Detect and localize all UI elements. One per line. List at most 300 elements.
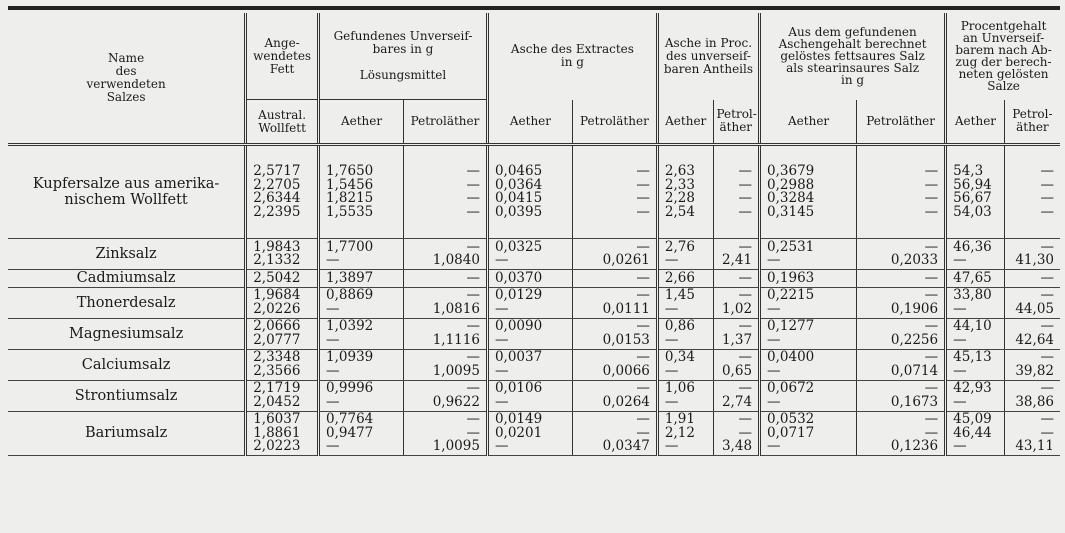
cell-fat xyxy=(246,270,319,288)
salt-name xyxy=(8,239,246,270)
salt-name xyxy=(8,380,246,411)
cell-value: — xyxy=(466,203,480,220)
header-fat: Ange- wendetes Fett xyxy=(246,13,319,100)
cell-value: 41,30 xyxy=(1015,252,1054,268)
cell-value: — xyxy=(738,380,753,396)
table-row xyxy=(8,411,1060,456)
cell-value: 0,0325 xyxy=(494,238,543,255)
cell-value: 2,5042 xyxy=(253,269,301,286)
cell-value: — xyxy=(494,331,509,348)
cell-value: — xyxy=(953,438,967,454)
cell-value: 33,80 xyxy=(953,287,992,303)
cell-u_ae xyxy=(319,270,404,288)
header-salt-aether: Aether xyxy=(760,100,857,145)
cell-value: 0,0129 xyxy=(494,287,543,303)
cell-a_ae xyxy=(487,318,572,349)
cell-value: 2,76 xyxy=(664,238,695,255)
cell-u_ae xyxy=(319,318,404,349)
salt-name xyxy=(8,270,246,288)
cell-value: — xyxy=(924,380,939,396)
cell-fat xyxy=(246,411,319,456)
salt-name-line: Bariumsalz xyxy=(84,425,168,442)
cell-value: 0,3679 xyxy=(767,163,815,179)
cell-value: 0,86 xyxy=(664,318,695,334)
cell-value: 0,0400 xyxy=(767,349,815,365)
cell-p_ae xyxy=(657,318,713,349)
cell-s_pe xyxy=(857,239,946,270)
cell-g_ae xyxy=(946,145,1005,239)
cell-fat xyxy=(246,380,319,411)
salt-name xyxy=(8,145,246,239)
cell-value: 0,0037 xyxy=(494,349,543,365)
cell-value: — xyxy=(924,424,939,441)
cell-p_pe xyxy=(713,349,760,380)
cell-s_ae xyxy=(760,380,857,411)
cell-value: — xyxy=(636,176,650,193)
cell-u_ae xyxy=(319,239,404,270)
cell-value: 0,0395 xyxy=(494,203,543,220)
cell-value: 0,65 xyxy=(721,362,753,379)
cell-value: 2,0452 xyxy=(253,393,301,410)
table-row xyxy=(8,287,1060,318)
cell-fat xyxy=(246,349,319,380)
cell-u_ae xyxy=(319,349,404,380)
cell-value: — xyxy=(738,424,753,441)
cell-value: 2,1719 xyxy=(253,380,301,396)
cell-value: 2,0226 xyxy=(253,300,301,317)
cell-value: — xyxy=(738,176,753,193)
cell-value: — xyxy=(636,380,650,396)
cell-value: — xyxy=(636,287,650,303)
cell-value: — xyxy=(1040,203,1054,220)
cell-s_pe xyxy=(857,287,946,318)
cell-g_pe xyxy=(1004,380,1060,411)
header-percent-content: Procentgehalt an Unverseif- barem nach Ab- zug der berech- neten gelösten Salze xyxy=(946,13,1060,100)
cell-value: — xyxy=(326,362,340,379)
cell-value: — xyxy=(466,380,480,396)
cell-value: 2,12 xyxy=(664,424,695,441)
cell-value: 42,64 xyxy=(1015,331,1054,348)
cell-s_pe xyxy=(857,349,946,380)
cell-value: 0,0714 xyxy=(890,362,939,379)
cell-value: — xyxy=(664,438,679,454)
cell-p_ae xyxy=(657,349,713,380)
header-calculated-salt: Aus dem gefundenen Aschengehalt berechnet gelöstes fettsaures Salz als stearinsaures Salz in g xyxy=(760,13,946,100)
cell-g_pe xyxy=(1004,145,1060,239)
cell-a_ae xyxy=(487,145,572,239)
cell-value: 0,0106 xyxy=(494,380,543,396)
cell-p_pe xyxy=(713,318,760,349)
cell-g_ae xyxy=(946,380,1005,411)
cell-fat xyxy=(246,287,319,318)
cell-u_pe xyxy=(404,349,488,380)
cell-value: — xyxy=(636,424,650,441)
cell-value: — xyxy=(466,163,480,179)
cell-value: — xyxy=(466,349,480,365)
cell-value: — xyxy=(924,411,939,427)
cell-value: 0,3284 xyxy=(767,190,815,206)
cell-p_pe xyxy=(713,287,760,318)
cell-value: 1,0840 xyxy=(432,252,480,268)
cell-value: — xyxy=(636,190,650,206)
cell-value: — xyxy=(767,331,781,348)
data-table xyxy=(8,6,1060,456)
cell-value: 38,86 xyxy=(1015,393,1054,410)
cell-value: 2,33 xyxy=(664,176,695,193)
cell-value: 0,1277 xyxy=(767,318,815,334)
cell-value: — xyxy=(1040,269,1054,286)
cell-value: — xyxy=(924,269,939,286)
cell-a_pe xyxy=(572,145,657,239)
cell-value: — xyxy=(767,393,781,410)
cell-value: 0,8869 xyxy=(326,287,374,303)
cell-value: 2,5717 xyxy=(253,163,301,179)
cell-value: 0,3145 xyxy=(767,203,815,220)
cell-p_pe xyxy=(713,380,760,411)
cell-fat xyxy=(246,239,319,270)
cell-fat xyxy=(246,145,319,239)
cell-fat xyxy=(246,318,319,349)
cell-value: — xyxy=(767,252,781,268)
cell-value: 44,10 xyxy=(953,318,992,334)
cell-s_pe xyxy=(857,270,946,288)
cell-value: — xyxy=(636,411,650,427)
table-row xyxy=(8,145,1060,239)
cell-a_pe xyxy=(572,318,657,349)
header-fat-sub: Austral. Wollfett xyxy=(246,100,319,145)
cell-s_ae xyxy=(760,270,857,288)
cell-a_pe xyxy=(572,239,657,270)
cell-value: — xyxy=(1040,190,1054,206)
cell-value: — xyxy=(494,362,509,379)
cell-value: — xyxy=(738,163,753,179)
cell-a_pe xyxy=(572,349,657,380)
header-ash-aether: Aether xyxy=(487,100,572,145)
cell-value: 1,0939 xyxy=(326,349,374,365)
cell-p_ae xyxy=(657,411,713,456)
cell-p_ae xyxy=(657,145,713,239)
cell-value: — xyxy=(953,362,967,379)
cell-value: — xyxy=(326,300,340,317)
cell-value: 1,9684 xyxy=(253,287,301,303)
cell-value: 44,05 xyxy=(1015,300,1054,317)
cell-value: — xyxy=(738,190,753,206)
cell-value: 54,03 xyxy=(953,203,992,220)
cell-value: — xyxy=(466,411,480,427)
cell-value: 1,3897 xyxy=(326,269,374,286)
cell-u_pe xyxy=(404,411,488,456)
cell-u_ae xyxy=(319,380,404,411)
cell-value: 0,0201 xyxy=(494,424,543,441)
cell-value: 0,0672 xyxy=(767,380,815,396)
cell-value: 1,37 xyxy=(721,331,753,348)
cell-value: 0,7764 xyxy=(326,411,374,427)
cell-value: — xyxy=(664,252,679,268)
cell-p_pe xyxy=(713,411,760,456)
cell-value: — xyxy=(953,252,967,268)
cell-value: 1,7650 xyxy=(326,163,374,179)
cell-value: 0,34 xyxy=(664,349,695,365)
cell-value: — xyxy=(466,238,480,255)
header-content-aether: Aether xyxy=(946,100,1005,145)
cell-value: — xyxy=(664,300,679,317)
cell-s_ae xyxy=(760,318,857,349)
cell-value: — xyxy=(494,252,509,268)
cell-value: 0,0149 xyxy=(494,411,543,427)
cell-value: 0,1673 xyxy=(890,393,939,410)
cell-value: 2,0223 xyxy=(253,438,301,454)
cell-a_pe xyxy=(572,411,657,456)
cell-value: — xyxy=(738,349,753,365)
cell-g_ae xyxy=(946,411,1005,456)
cell-p_ae xyxy=(657,270,713,288)
cell-value: 46,36 xyxy=(953,238,992,255)
header-content-petrol: Petrol- äther xyxy=(1004,100,1060,145)
header-salt-petrol: Petroläther xyxy=(857,100,946,145)
cell-value: — xyxy=(494,300,509,317)
cell-value: 0,2988 xyxy=(767,176,815,193)
cell-g_ae xyxy=(946,239,1005,270)
cell-value: 0,0370 xyxy=(494,269,543,286)
salt-name-line: Zinksalz xyxy=(95,246,157,262)
cell-value: — xyxy=(924,176,939,193)
cell-value: — xyxy=(953,393,967,410)
cell-value: 1,91 xyxy=(664,411,695,427)
header-unsap-aether: Aether xyxy=(319,100,404,145)
cell-value: 46,44 xyxy=(953,424,992,441)
cell-value: — xyxy=(924,318,939,334)
cell-value: — xyxy=(738,238,753,255)
cell-u_pe xyxy=(404,380,488,411)
salt-name-line: Magnesiumsalz xyxy=(68,325,184,342)
cell-value: 1,0095 xyxy=(432,438,480,454)
cell-value: 1,1116 xyxy=(432,331,480,348)
cell-u_pe xyxy=(404,318,488,349)
cell-value: 2,6344 xyxy=(253,190,301,206)
cell-value: — xyxy=(924,163,939,179)
cell-value: — xyxy=(326,331,340,348)
cell-value: — xyxy=(767,362,781,379)
cell-value: 1,0095 xyxy=(432,362,480,379)
header-unsaponifiable: Gefundenes Unverseif- bares in g Lösungsmittel xyxy=(319,13,488,100)
cell-value: — xyxy=(924,287,939,303)
cell-value: — xyxy=(953,300,967,317)
cell-u_pe xyxy=(404,239,488,270)
cell-a_ae xyxy=(487,349,572,380)
cell-value: 2,0777 xyxy=(253,331,301,348)
cell-value: 56,94 xyxy=(953,176,992,193)
cell-value: 1,7700 xyxy=(326,238,374,255)
cell-value: — xyxy=(738,411,753,427)
cell-s_pe xyxy=(857,145,946,239)
cell-value: — xyxy=(924,203,939,220)
cell-value: — xyxy=(1040,163,1054,179)
cell-value: 0,1236 xyxy=(890,438,939,454)
cell-a_ae xyxy=(487,287,572,318)
cell-g_ae xyxy=(946,318,1005,349)
cell-value: — xyxy=(1040,287,1054,303)
cell-value: 0,0364 xyxy=(494,176,543,193)
table-row xyxy=(8,239,1060,270)
cell-value: 1,02 xyxy=(721,300,753,317)
cell-u_pe xyxy=(404,145,488,239)
cell-value: — xyxy=(767,300,781,317)
cell-g_ae xyxy=(946,287,1005,318)
cell-value: 1,0816 xyxy=(432,300,480,317)
table-row xyxy=(8,270,1060,288)
cell-value: 1,6037 xyxy=(253,411,301,427)
cell-value: — xyxy=(494,393,509,410)
cell-value: — xyxy=(466,190,480,206)
cell-value: 2,54 xyxy=(664,203,695,220)
cell-u_ae xyxy=(319,287,404,318)
cell-value: 2,3566 xyxy=(253,362,301,379)
cell-g_pe xyxy=(1004,287,1060,318)
salt-name-line: Thonerdesalz xyxy=(76,294,176,311)
cell-value: 2,2395 xyxy=(253,203,301,220)
cell-value: — xyxy=(636,203,650,220)
cell-g_pe xyxy=(1004,349,1060,380)
cell-value: — xyxy=(924,190,939,206)
cell-g_ae xyxy=(946,270,1005,288)
cell-value: 0,1963 xyxy=(767,269,815,286)
cell-value: 0,0465 xyxy=(494,163,543,179)
cell-value: 0,9996 xyxy=(326,380,374,396)
cell-value: — xyxy=(738,203,753,220)
cell-p_ae xyxy=(657,239,713,270)
cell-value: — xyxy=(466,318,480,334)
cell-value: 2,1332 xyxy=(253,252,301,268)
cell-a_pe xyxy=(572,380,657,411)
header-pct-aether: Aether xyxy=(657,100,713,145)
cell-value: 1,5456 xyxy=(326,176,374,193)
cell-s_ae xyxy=(760,145,857,239)
cell-value: 0,0347 xyxy=(602,438,650,454)
cell-value: 39,82 xyxy=(1015,362,1054,379)
cell-value: — xyxy=(664,331,679,348)
salt-name-line: Kupfersalze aus amerika- xyxy=(32,176,220,192)
cell-s_pe xyxy=(857,411,946,456)
cell-value: 0,9477 xyxy=(326,424,374,441)
cell-value: 42,93 xyxy=(953,380,992,396)
cell-value: — xyxy=(953,331,967,348)
cell-g_pe xyxy=(1004,411,1060,456)
cell-value: — xyxy=(924,238,939,255)
header-pct-petrol: Petrol- äther xyxy=(713,100,760,145)
header-ash-extract: Asche des Extractes in g xyxy=(487,13,657,100)
cell-value: — xyxy=(326,438,340,454)
salt-name-line: Cadmiumsalz xyxy=(76,270,176,287)
cell-value: 0,0532 xyxy=(767,411,815,427)
cell-a_pe xyxy=(572,270,657,288)
cell-value: 1,8215 xyxy=(326,190,374,206)
cell-value: 1,06 xyxy=(664,380,695,396)
cell-value: 0,0264 xyxy=(602,393,650,410)
cell-value: 1,9843 xyxy=(253,238,301,255)
cell-value: 43,11 xyxy=(1015,438,1054,454)
cell-value: 1,5535 xyxy=(326,203,374,220)
salt-name xyxy=(8,349,246,380)
cell-value: 2,28 xyxy=(664,190,695,206)
salt-name-line: Strontiumsalz xyxy=(74,387,178,404)
cell-g_pe xyxy=(1004,239,1060,270)
cell-value: — xyxy=(738,318,753,334)
cell-value: 2,63 xyxy=(664,163,695,179)
cell-value: — xyxy=(1040,349,1054,365)
header-ash-petrol: Petroläther xyxy=(572,100,657,145)
cell-value: — xyxy=(664,362,679,379)
cell-p_ae xyxy=(657,380,713,411)
cell-value: — xyxy=(636,269,650,286)
salt-name xyxy=(8,287,246,318)
cell-p_pe xyxy=(713,145,760,239)
cell-g_pe xyxy=(1004,318,1060,349)
table-row xyxy=(8,318,1060,349)
header-name: Name des verwendeten Salzes xyxy=(8,13,246,145)
cell-value: — xyxy=(636,163,650,179)
salt-name-line: Calciumsalz xyxy=(81,356,171,373)
cell-s_ae xyxy=(760,287,857,318)
cell-value: 2,66 xyxy=(664,269,695,286)
cell-value: 0,0153 xyxy=(602,331,650,348)
cell-value: — xyxy=(466,287,480,303)
cell-value: 2,74 xyxy=(721,393,753,410)
cell-value: 45,09 xyxy=(953,411,992,427)
salt-name xyxy=(8,318,246,349)
cell-value: 0,0717 xyxy=(767,424,815,441)
cell-u_pe xyxy=(404,287,488,318)
cell-value: — xyxy=(767,438,781,454)
header-ash-percent: Asche in Proc. des unverseif- baren Antheils xyxy=(657,13,759,100)
cell-value: 1,8861 xyxy=(253,424,301,441)
cell-s_ae xyxy=(760,411,857,456)
cell-value: — xyxy=(636,318,650,334)
cell-value: 2,41 xyxy=(721,252,753,268)
table-body xyxy=(8,145,1060,456)
cell-value: — xyxy=(924,349,939,365)
cell-a_ae xyxy=(487,380,572,411)
cell-value: 0,0111 xyxy=(602,300,650,317)
table-row xyxy=(8,380,1060,411)
cell-value: — xyxy=(326,393,340,410)
cell-value: 0,2215 xyxy=(767,287,815,303)
cell-a_pe xyxy=(572,287,657,318)
cell-value: — xyxy=(636,238,650,255)
cell-g_pe xyxy=(1004,270,1060,288)
cell-value: 0,1906 xyxy=(890,300,939,317)
cell-value: — xyxy=(1040,380,1054,396)
cell-s_pe xyxy=(857,380,946,411)
cell-u_ae xyxy=(319,411,404,456)
cell-value: — xyxy=(1040,424,1054,441)
cell-value: 2,2705 xyxy=(253,176,301,193)
cell-value: 0,0261 xyxy=(602,252,650,268)
cell-value: 0,2033 xyxy=(890,252,939,268)
cell-value: 0,0415 xyxy=(494,190,543,206)
cell-value: — xyxy=(738,269,753,286)
cell-a_ae xyxy=(487,239,572,270)
cell-value: — xyxy=(466,176,480,193)
cell-value: 47,65 xyxy=(953,269,992,286)
cell-value: 56,67 xyxy=(953,190,992,206)
cell-u_ae xyxy=(319,145,404,239)
cell-a_ae xyxy=(487,270,572,288)
cell-value: — xyxy=(1040,176,1054,193)
cell-value: 0,0066 xyxy=(602,362,650,379)
cell-s_pe xyxy=(857,318,946,349)
cell-p_pe xyxy=(713,239,760,270)
header-unsap-petrol: Petroläther xyxy=(404,100,488,145)
